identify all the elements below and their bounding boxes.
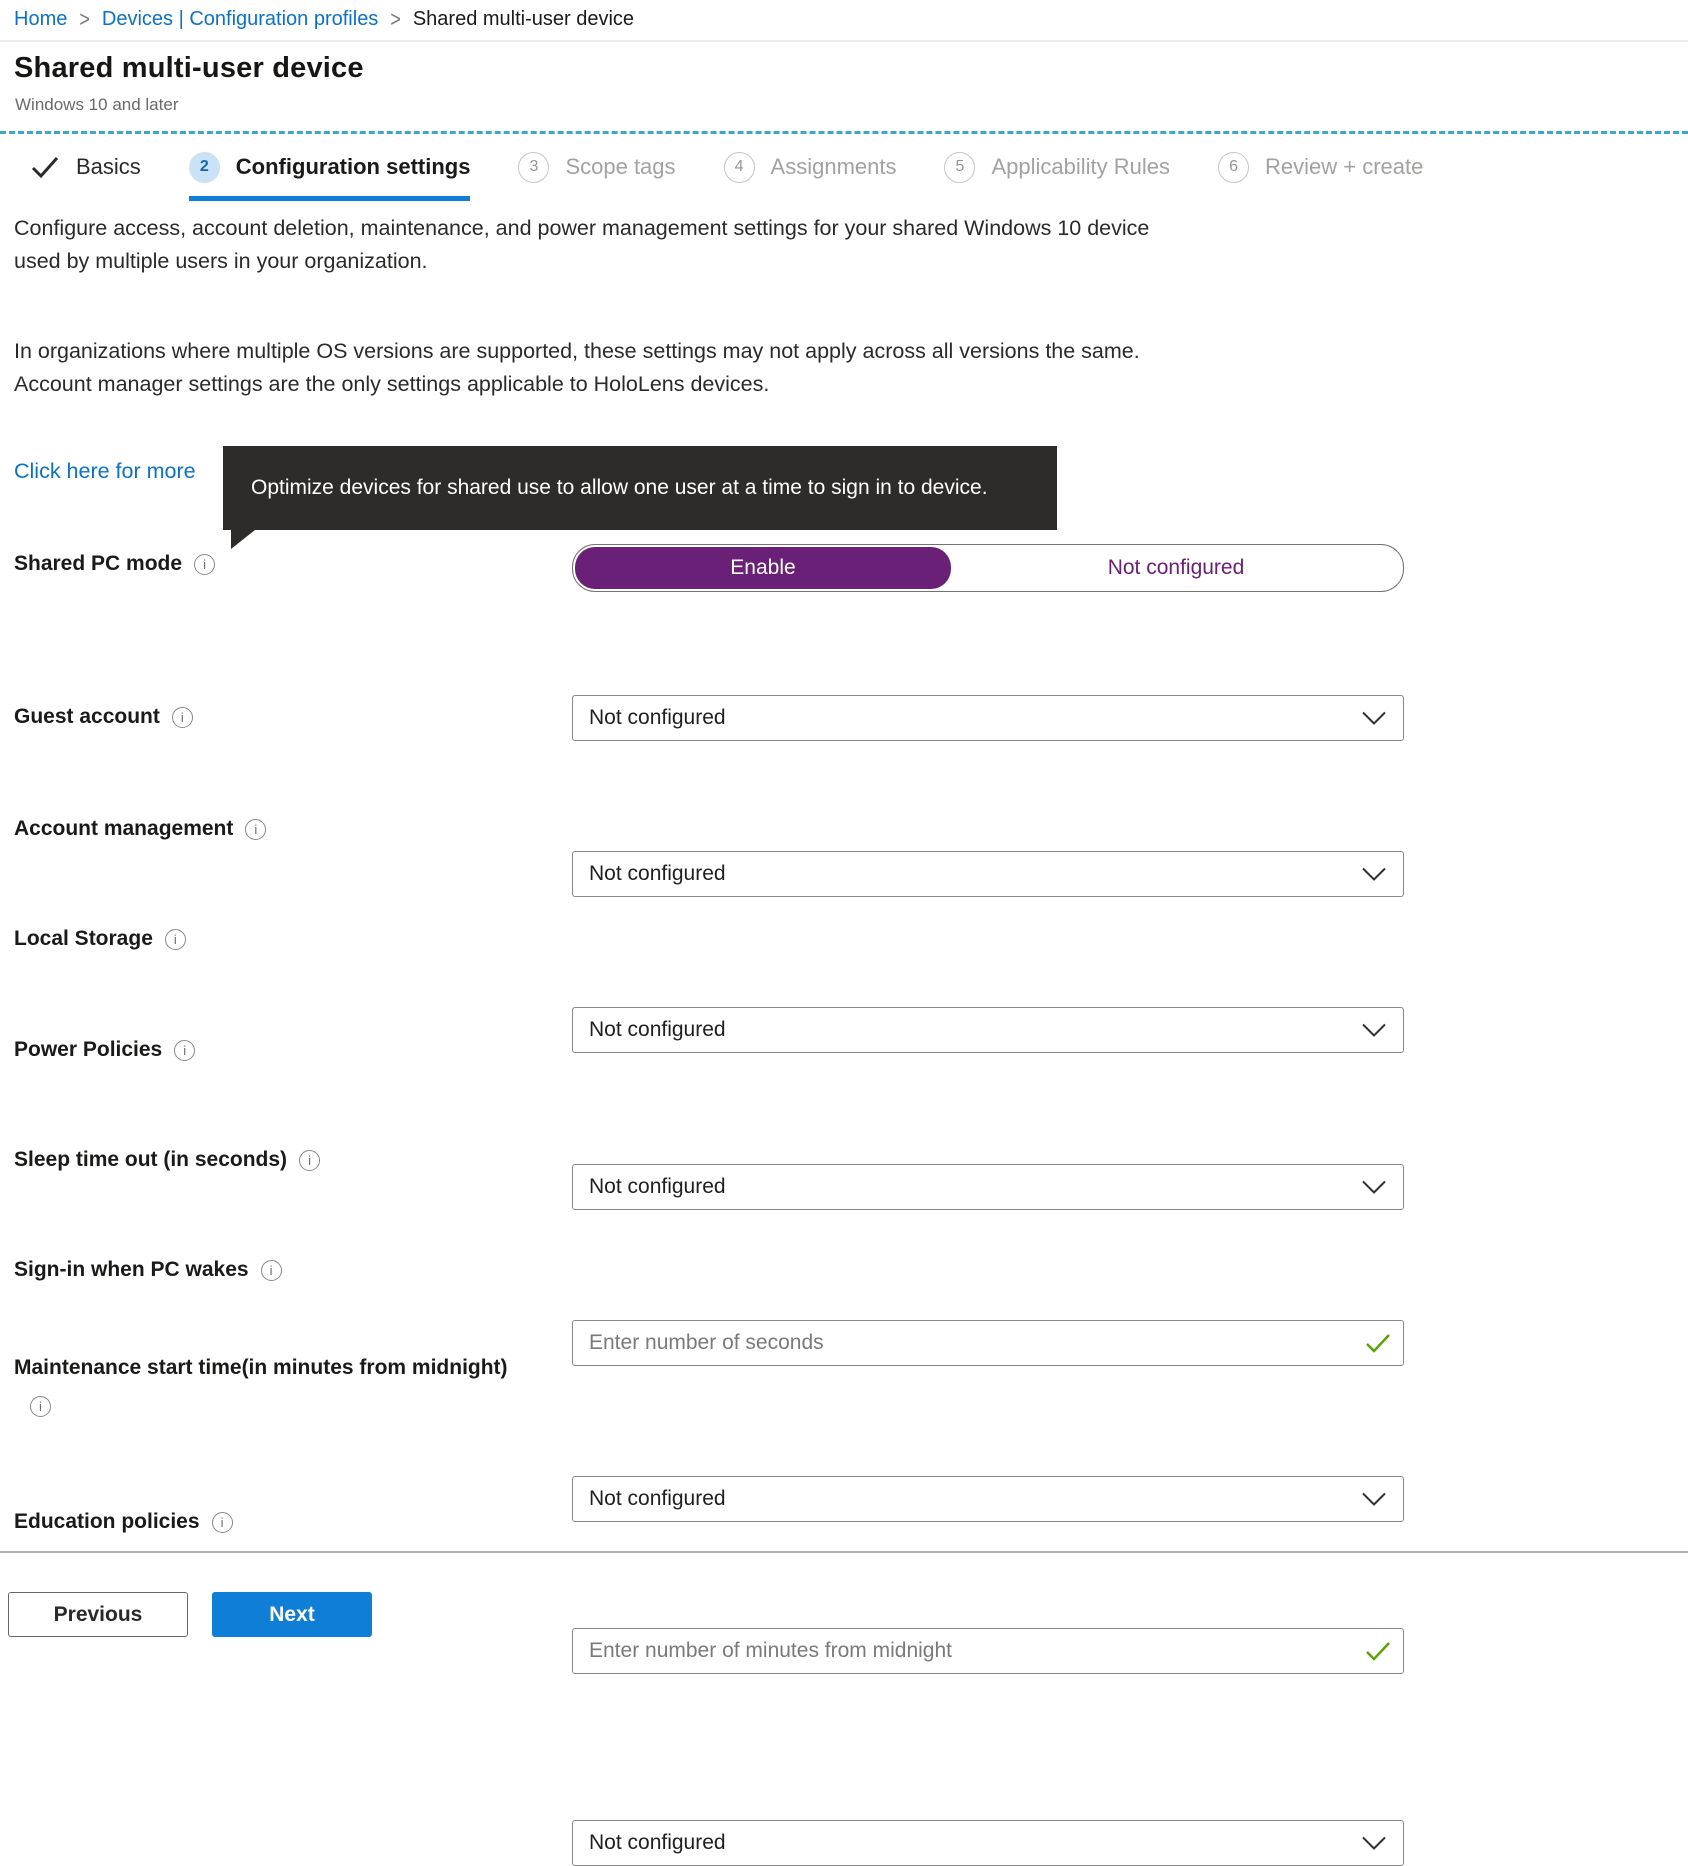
toggle-option-enable[interactable]: Enable [575, 547, 951, 589]
tab-scope-tags[interactable] [518, 146, 675, 188]
page-title: Shared multi-user device [14, 52, 364, 84]
dropdown-value: Not configured [589, 1831, 726, 1854]
chevron-down-icon [1361, 867, 1387, 882]
chevron-down-icon [1361, 1180, 1387, 1195]
dropdown-value: Not configured [589, 1175, 726, 1198]
dropdown-value: Not configured [589, 1018, 726, 1041]
step-number-badge: 5 [944, 152, 975, 183]
tab-label: Basics [76, 154, 141, 179]
tab-applicability-rules[interactable] [944, 146, 1170, 188]
description-line: used by multiple users in your organization. [14, 249, 428, 273]
footer-divider [0, 1551, 1688, 1553]
tab-label: Assignments [770, 154, 897, 179]
breadcrumb [14, 8, 634, 31]
info-icon[interactable] [172, 707, 193, 728]
shared-pc-mode-toggle [572, 544, 1404, 592]
power-policies-dropdown[interactable] [572, 1164, 1404, 1210]
signin-when-pc-wakes-dropdown[interactable] [572, 1476, 1404, 1522]
completed-check-icon [30, 155, 60, 179]
field-label-text: Power Policies [14, 1038, 163, 1061]
maintenance-start-time-input[interactable] [572, 1628, 1404, 1674]
chevron-down-icon [1361, 1023, 1387, 1038]
breadcrumb-separator-icon: > [79, 6, 90, 32]
valid-check-icon [1364, 1332, 1392, 1354]
tab-label: Scope tags [565, 154, 676, 179]
info-icon[interactable] [165, 929, 186, 950]
field-label-maintenance-start-time: Maintenance start time(in minutes from midnight) [14, 1356, 508, 1379]
tab-assignments[interactable] [724, 146, 897, 188]
field-label-shared-pc-mode [14, 552, 215, 576]
field-label-text: Shared PC mode [14, 552, 183, 575]
info-icon[interactable] [212, 1512, 233, 1533]
valid-check-icon [1364, 1640, 1392, 1662]
field-label-power-policies [14, 1038, 195, 1062]
breadcrumb-configuration-profiles[interactable]: Devices | Configuration profiles [101, 8, 379, 30]
sleep-timeout-input[interactable] [572, 1320, 1404, 1366]
field-label-text: Local Storage [14, 927, 153, 950]
wizard-steps [30, 146, 1423, 188]
field-label-text: Guest account [14, 705, 160, 728]
tab-label: Applicability Rules [991, 154, 1171, 179]
field-label-education-policies [14, 1510, 233, 1534]
description-line: In organizations where multiple OS versions are supported, these settings may not apply across all versions the same. [14, 339, 1140, 363]
dashed-divider [0, 131, 1688, 134]
field-label-text: Account management [14, 817, 234, 840]
breadcrumb-home[interactable]: Home [14, 8, 68, 30]
step-number-badge: 2 [189, 152, 220, 183]
chevron-down-icon [1361, 711, 1387, 726]
local-storage-dropdown[interactable] [572, 1007, 1404, 1053]
info-icon[interactable] [194, 554, 215, 575]
description-paragraph-1 [14, 212, 1149, 278]
chevron-down-icon [1361, 1836, 1387, 1851]
education-policies-dropdown[interactable] [572, 1820, 1404, 1866]
maintenance-start-time-field [572, 1628, 1404, 1674]
guest-account-dropdown[interactable] [572, 695, 1404, 741]
field-label-guest-account [14, 705, 193, 729]
dropdown-value: Not configured [589, 1487, 726, 1510]
field-label-sleep-timeout [14, 1148, 320, 1172]
info-icon[interactable] [174, 1040, 195, 1061]
step-number-badge: 3 [518, 152, 549, 183]
tooltip-arrow [231, 530, 255, 549]
description-line: Account manager settings are the only settings applicable to HoloLens devices. [14, 372, 770, 396]
tab-basics[interactable] [30, 146, 141, 188]
more-info-link[interactable]: Click here for more [14, 459, 196, 483]
step-number-badge: 6 [1218, 152, 1249, 183]
breadcrumb-current-page: Shared multi-user device [412, 8, 635, 30]
description-paragraph-2 [14, 335, 1140, 401]
field-label-text: Sleep time out (in seconds) [14, 1148, 288, 1171]
field-label-signin-when-pc-wakes [14, 1258, 282, 1282]
field-label-text: Education policies [14, 1510, 200, 1533]
next-button[interactable]: Next [212, 1592, 372, 1637]
tab-configuration-settings[interactable] [189, 146, 471, 188]
info-tooltip [223, 446, 1057, 530]
dropdown-value: Not configured [589, 706, 726, 729]
sleep-timeout-field [572, 1320, 1404, 1366]
dropdown-value: Not configured [589, 862, 726, 885]
page-subtitle: Windows 10 and later [15, 95, 179, 114]
info-icon[interactable] [299, 1150, 320, 1171]
field-label-account-management [14, 817, 266, 841]
description-line: Configure access, account deletion, maintenance, and power management settings for your shared Windows 10 device [14, 216, 1150, 240]
toggle-option-not-configured[interactable]: Not configured [1107, 556, 1245, 579]
field-label-text: Sign-in when PC wakes [14, 1258, 249, 1281]
previous-button[interactable]: Previous [8, 1592, 188, 1637]
tab-review-create[interactable] [1218, 146, 1423, 188]
info-icon[interactable] [245, 819, 266, 840]
step-number-badge: 4 [724, 152, 755, 183]
header-divider [0, 40, 1688, 42]
tab-label: Review + create [1265, 154, 1424, 179]
info-icon[interactable] [261, 1260, 282, 1281]
tab-label: Configuration settings [235, 154, 471, 179]
chevron-down-icon [1361, 1492, 1387, 1507]
info-icon[interactable] [30, 1396, 51, 1417]
field-label-local-storage [14, 927, 186, 951]
account-management-dropdown[interactable] [572, 851, 1404, 897]
breadcrumb-separator-icon: > [390, 6, 401, 32]
tooltip-text: Optimize devices for shared use to allow one user at a time to sign in to device. [251, 476, 988, 499]
